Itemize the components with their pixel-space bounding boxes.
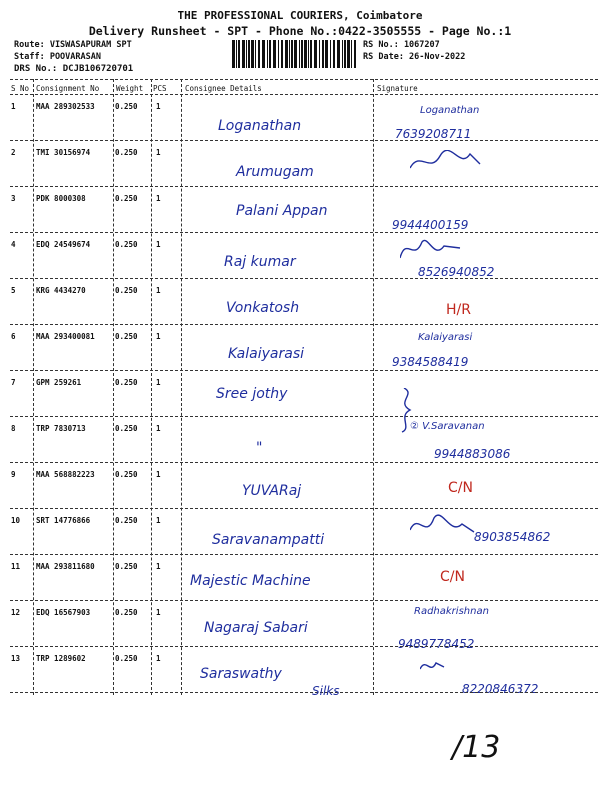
barcode-bar bbox=[246, 40, 247, 68]
barcode-bar bbox=[236, 40, 237, 68]
staff-label: Staff: POOVARASAN bbox=[14, 52, 101, 62]
row-consignment-no: MAA 293400081 bbox=[36, 332, 95, 341]
row-consignee-handwritten: Kalaiyarasi bbox=[228, 346, 305, 362]
barcode-bar bbox=[251, 40, 254, 68]
row-weight: 0.250 bbox=[115, 378, 138, 387]
barcode-bar bbox=[337, 40, 340, 68]
row-sno: 4 bbox=[11, 240, 16, 249]
barcode-image bbox=[232, 40, 358, 68]
row-sno: 9 bbox=[11, 470, 16, 479]
row-weight: 0.250 bbox=[115, 286, 138, 295]
runsheet-title: Delivery Runsheet - SPT - Phone No.:0422-3505555 - Page No.:1 bbox=[88, 24, 512, 38]
barcode-bar bbox=[344, 40, 346, 68]
row-rule bbox=[10, 278, 598, 279]
row-sno: 7 bbox=[11, 378, 16, 387]
row-pcs: 1 bbox=[156, 102, 161, 111]
row-sno: 2 bbox=[11, 148, 16, 157]
signature-scribble-icon bbox=[410, 150, 490, 198]
barcode-bar bbox=[291, 40, 293, 68]
barcode-bar bbox=[299, 40, 300, 68]
col-header-sno: S No bbox=[11, 84, 30, 93]
row-pcs: 1 bbox=[156, 194, 161, 203]
row-weight: 0.250 bbox=[115, 148, 138, 157]
col-divider bbox=[33, 79, 34, 695]
barcode-bar bbox=[278, 40, 279, 68]
row-signature-name: ② V.Saravanan bbox=[410, 421, 485, 432]
company-title: THE PROFESSIONAL COURIERS, Coimbatore bbox=[177, 9, 423, 22]
row-rule bbox=[10, 186, 598, 187]
row-weight: 0.250 bbox=[115, 562, 138, 571]
row-rule bbox=[10, 140, 598, 141]
row-pcs: 1 bbox=[156, 516, 161, 525]
row-pcs: 1 bbox=[156, 562, 161, 571]
signature-scribble-icon bbox=[410, 510, 490, 558]
row-consignee-handwritten: " bbox=[256, 440, 263, 456]
row-consignee-handwritten: YUVARaj bbox=[242, 483, 302, 499]
row-consignee-handwritten: Sree jothy bbox=[216, 386, 288, 402]
barcode-bar bbox=[330, 40, 331, 68]
row-rule bbox=[10, 232, 598, 233]
row-sno: 8 bbox=[11, 424, 16, 433]
row-sno: 5 bbox=[11, 286, 16, 295]
barcode-bar bbox=[232, 40, 235, 68]
row-signature-phone: 9489778452 bbox=[398, 637, 475, 651]
row-consignee-handwritten: Palani Appan bbox=[236, 203, 328, 219]
row-rule bbox=[10, 324, 598, 325]
row-delivery-status: C/N bbox=[440, 569, 465, 585]
col-divider bbox=[113, 79, 114, 695]
barcode-bar bbox=[285, 40, 288, 68]
row-signature-phone: 7639208711 bbox=[395, 127, 472, 141]
col-divider bbox=[181, 79, 182, 695]
row-consignee-handwritten: Vonkatosh bbox=[226, 300, 300, 316]
row-pcs: 1 bbox=[156, 332, 161, 341]
row-rule bbox=[10, 646, 598, 647]
barcode-bar bbox=[333, 40, 335, 68]
row-sno: 11 bbox=[11, 562, 21, 571]
row-weight: 0.250 bbox=[115, 516, 138, 525]
col-header-consignee: Consignee Details bbox=[185, 84, 262, 93]
consignee-extra-13: Silks bbox=[312, 684, 340, 698]
row-pcs: 1 bbox=[156, 148, 161, 157]
barcode-bar bbox=[319, 40, 320, 68]
row-rule bbox=[10, 462, 598, 463]
row-consignee-handwritten: Majestic Machine bbox=[190, 573, 311, 589]
barcode-bar bbox=[304, 40, 307, 68]
barcode-bar bbox=[248, 40, 250, 68]
row-pcs: 1 bbox=[156, 378, 161, 387]
barcode-bar bbox=[255, 40, 256, 68]
footer-mark: /13 bbox=[452, 730, 501, 765]
barcode-bar bbox=[269, 40, 271, 68]
route-label: Route: VISWASAPURAM SPT bbox=[14, 40, 132, 50]
row-consignment-no: MAA 293811680 bbox=[36, 562, 95, 571]
row-weight: 0.250 bbox=[115, 608, 138, 617]
row-pcs: 1 bbox=[156, 608, 161, 617]
barcode-bar bbox=[294, 40, 297, 68]
row-consignment-no: EDQ 16567903 bbox=[36, 608, 91, 617]
row-weight: 0.250 bbox=[115, 424, 138, 433]
row-sno: 6 bbox=[11, 332, 16, 341]
row-signature-phone: 9944883086 bbox=[434, 447, 511, 461]
row-consignment-no: TRP 7830713 bbox=[36, 424, 86, 433]
row-pcs: 1 bbox=[156, 470, 161, 479]
row-rule bbox=[10, 554, 598, 555]
barcode-bar bbox=[308, 40, 309, 68]
row-rule bbox=[10, 508, 598, 509]
row-pcs: 1 bbox=[156, 424, 161, 433]
barcode-bar bbox=[351, 40, 352, 68]
row-weight: 0.250 bbox=[115, 654, 138, 663]
row-consignee-handwritten: Saraswathy bbox=[200, 666, 282, 682]
row-signature-phone: 9384588419 bbox=[392, 355, 469, 369]
row-delivery-status: C/N bbox=[448, 480, 473, 496]
barcode-bar bbox=[301, 40, 303, 68]
barcode-bar bbox=[322, 40, 324, 68]
row-weight: 0.250 bbox=[115, 240, 138, 249]
barcode-bar bbox=[325, 40, 328, 68]
barcode-bar bbox=[242, 40, 245, 68]
row-signature-phone: 8220846372 bbox=[462, 682, 539, 696]
row-sno: 3 bbox=[11, 194, 16, 203]
row-consignee-handwritten: Raj kumar bbox=[224, 254, 296, 270]
row-consignee-handwritten: Saravanampatti bbox=[212, 532, 325, 548]
row-consignee-handwritten: Loganathan bbox=[218, 118, 302, 134]
row-delivery-status: H/R bbox=[446, 302, 471, 318]
row-sno: 12 bbox=[11, 608, 21, 617]
col-divider bbox=[373, 79, 374, 695]
row-sno: 10 bbox=[11, 516, 21, 525]
barcode-bar bbox=[310, 40, 312, 68]
row-consignment-no: TMI 30156974 bbox=[36, 148, 91, 157]
row-consignment-no: SRT 14776866 bbox=[36, 516, 91, 525]
row-rule bbox=[10, 370, 598, 371]
barcode-bar bbox=[289, 40, 290, 68]
rs-number: RS No.: 1067207 bbox=[363, 40, 440, 50]
row-consignment-no: EDQ 24549674 bbox=[36, 240, 91, 249]
barcode-bar bbox=[354, 40, 356, 68]
row-weight: 0.250 bbox=[115, 332, 138, 341]
row-signature-name: Kalaiyarasi bbox=[418, 332, 473, 343]
row-weight: 0.250 bbox=[115, 102, 138, 111]
row-consignment-no: PDK 8000308 bbox=[36, 194, 86, 203]
row-rule bbox=[10, 600, 598, 601]
row-signature-phone: 8903854862 bbox=[474, 530, 551, 544]
row-consignment-no: MAA 568882223 bbox=[36, 470, 95, 479]
col-header-weight: Weight bbox=[116, 84, 144, 93]
row-signature-phone: 8526940852 bbox=[418, 265, 495, 279]
row-signature-name: Radhakrishnan bbox=[414, 606, 489, 617]
signature-scribble-icon bbox=[420, 655, 500, 703]
row-consignment-no: MAA 289302533 bbox=[36, 102, 95, 111]
barcode-bar bbox=[258, 40, 260, 68]
row-pcs: 1 bbox=[156, 286, 161, 295]
col-header-pcs: PCS bbox=[153, 84, 167, 93]
row-consignment-no: TRP 1289602 bbox=[36, 654, 86, 663]
row-weight: 0.250 bbox=[115, 470, 138, 479]
row-consignment-no: KRG 4434270 bbox=[36, 286, 86, 295]
row-consignee-handwritten: Arumugam bbox=[236, 164, 314, 180]
row-pcs: 1 bbox=[156, 654, 161, 663]
barcode-bar bbox=[238, 40, 240, 68]
col-header-consignment: Consignment No bbox=[36, 84, 100, 93]
barcode-bar bbox=[267, 40, 268, 68]
barcode-bar bbox=[262, 40, 265, 68]
barcode-bar bbox=[347, 40, 350, 68]
table-top-rule bbox=[10, 79, 598, 80]
row-rule bbox=[10, 692, 598, 693]
col-divider bbox=[151, 79, 152, 695]
row-sno: 1 bbox=[11, 102, 16, 111]
row-sno: 13 bbox=[11, 654, 21, 663]
row-consignment-no: GPM 259261 bbox=[36, 378, 82, 387]
barcode-bar bbox=[281, 40, 283, 68]
row-consignee-handwritten: Nagaraj Sabari bbox=[204, 620, 308, 636]
row-pcs: 1 bbox=[156, 240, 161, 249]
row-signature-name: Loganathan bbox=[420, 105, 480, 116]
table-header-rule bbox=[10, 94, 598, 95]
row-signature-phone: 9944400159 bbox=[392, 218, 469, 232]
row-rule bbox=[10, 416, 598, 417]
col-header-signature: Signature bbox=[377, 84, 418, 93]
rs-date: RS Date: 26-Nov-2022 bbox=[363, 52, 466, 62]
drs-number: DRS No.: DCJB106720701 bbox=[14, 64, 134, 74]
signature-scribble-icon bbox=[400, 236, 480, 284]
signature-scribble-icon bbox=[396, 388, 476, 436]
barcode-bar bbox=[314, 40, 317, 68]
row-weight: 0.250 bbox=[115, 194, 138, 203]
barcode-bar bbox=[273, 40, 276, 68]
barcode-bar bbox=[342, 40, 343, 68]
